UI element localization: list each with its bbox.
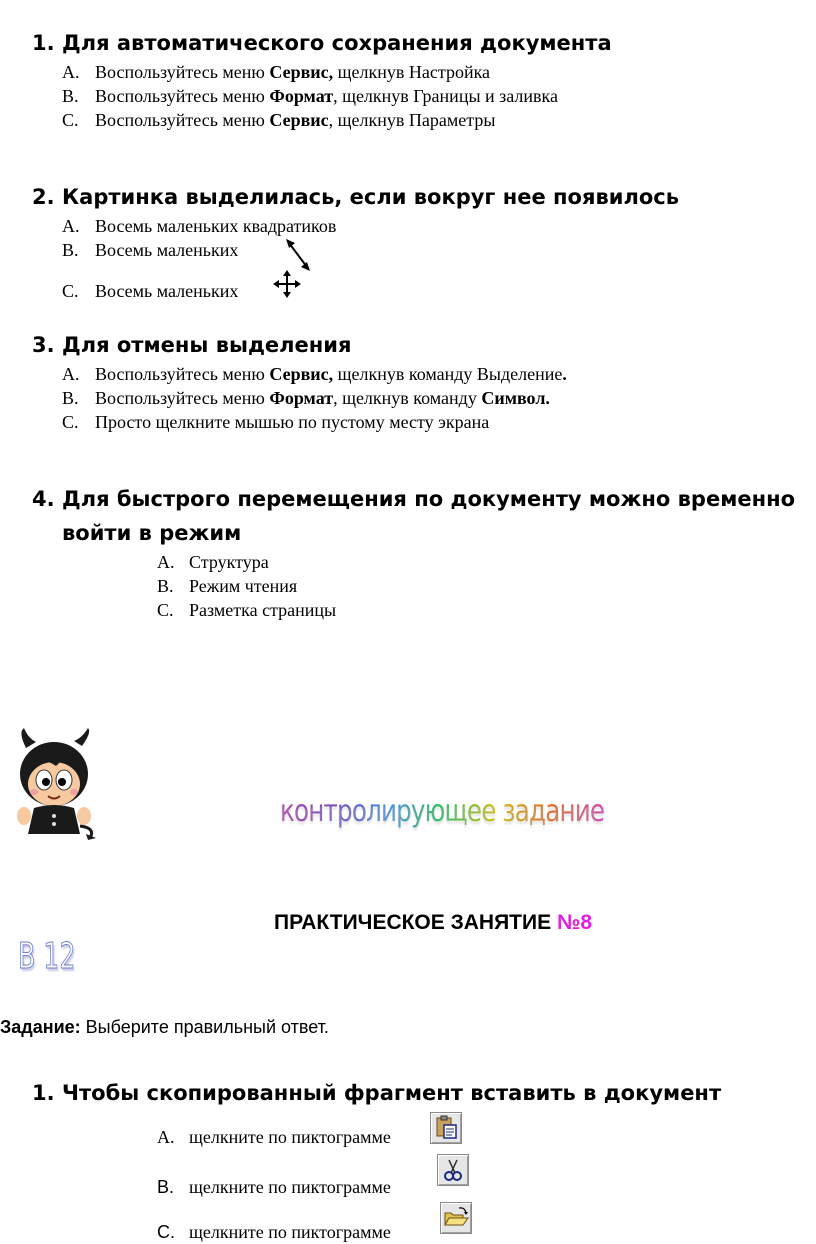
option-text: Режим чтения	[189, 576, 298, 596]
question-4-number: 4.	[32, 487, 55, 511]
question-3-option-b	[62, 388, 550, 409]
task-line	[0, 1017, 329, 1038]
question-3-text: Для отмены выделения	[62, 333, 352, 357]
option-letter: A.	[157, 552, 175, 572]
option-text: щелкнув Настройка	[333, 62, 491, 82]
option-letter: C.	[62, 281, 79, 301]
question-3-option-a	[62, 364, 567, 385]
option-text: Восемь маленьких	[95, 240, 239, 260]
question-1-option-a	[62, 62, 490, 83]
option-letter: B.	[157, 576, 174, 596]
question-3-number: 3.	[32, 333, 55, 357]
option-text: Воспользуйтесь меню	[95, 62, 270, 82]
question-4-option-b	[157, 576, 297, 597]
devil-mascot-icon	[10, 728, 102, 840]
option-letter: B.	[62, 388, 79, 408]
option-text: Воспользуйтесь меню	[95, 364, 270, 384]
practical-number: №8	[556, 911, 593, 934]
option-text: Воспользуйтесь меню	[95, 110, 270, 130]
option-letter: C.	[62, 412, 79, 432]
question-4-text-line1: Для быстрого перемещения по документу можно временно	[62, 487, 796, 511]
option-bold: Сервис	[269, 110, 329, 130]
question-3-option-c	[62, 412, 489, 433]
option-letter: C.	[62, 110, 79, 130]
option-letter: A.	[62, 364, 80, 384]
question-4-option-a	[157, 552, 269, 573]
paste-icon	[430, 1112, 462, 1144]
question-4-option-c	[157, 600, 336, 621]
option-text: , щелкнув Границы и заливка	[333, 86, 559, 106]
question-2-number: 2.	[32, 185, 55, 209]
question-2-option-b	[62, 240, 238, 261]
cut-scissors-icon	[437, 1154, 469, 1186]
question-4-text-line2: войти в режим	[62, 521, 242, 545]
option-bold: Сервис,	[269, 62, 334, 82]
option-letter: C.	[157, 1222, 175, 1242]
practical-option-c	[157, 1222, 391, 1243]
option-letter: A.	[157, 1127, 175, 1147]
question-1-option-c	[62, 110, 495, 131]
option-text: Просто щелкните мышью по пустому месту экрана	[95, 412, 490, 432]
practical-option-a	[157, 1127, 391, 1148]
option-text: Восемь маленьких	[95, 281, 239, 301]
option-letter: B.	[62, 240, 79, 260]
practical-question-1-text: Чтобы скопированный фрагмент вставить в документ	[62, 1081, 722, 1105]
option-text: Структура	[189, 552, 269, 572]
option-text: , щелкнув команду	[333, 388, 482, 408]
option-text: Восемь маленьких квадратиков	[95, 216, 337, 236]
variant-label	[18, 936, 75, 977]
option-bold: Формат	[269, 86, 334, 106]
option-bold: Символ.	[481, 388, 550, 408]
open-folder-icon	[440, 1202, 472, 1234]
option-text: щелкните по пиктограмме	[189, 1127, 391, 1147]
question-1-text: Для автоматического сохранения документа	[62, 31, 612, 55]
variant-text: В 12	[18, 936, 76, 977]
option-bold: Формат	[269, 388, 334, 408]
option-letter: B.	[157, 1177, 175, 1197]
question-1-option-b	[62, 86, 558, 107]
task-text: Выберите правильный ответ.	[80, 1017, 329, 1037]
task-label: Задание:	[0, 1017, 81, 1037]
option-text: Воспользуйтесь меню	[95, 388, 270, 408]
option-text: , щелкнув Параметры	[328, 110, 496, 130]
practical-option-b	[157, 1177, 391, 1198]
option-text: Разметка страницы	[189, 600, 337, 620]
practical-question-1-number: 1.	[32, 1081, 55, 1105]
option-letter: C.	[157, 600, 174, 620]
question-1-number: 1.	[32, 31, 55, 55]
option-letter: B.	[62, 86, 79, 106]
option-text: щелкните по пиктограмме	[189, 1222, 391, 1242]
option-text: щелкните по пиктограмме	[189, 1177, 391, 1197]
wordart-heading	[280, 794, 604, 829]
option-text: щелкнув команду Выделение	[333, 364, 563, 384]
option-bold: .	[562, 364, 567, 384]
practical-title-text: ПРАКТИЧЕСКОЕ ЗАНЯТИЕ	[274, 911, 557, 934]
wordart-text: контролирующее задание	[280, 794, 605, 829]
option-letter: A.	[62, 216, 80, 236]
practical-title	[274, 911, 592, 935]
option-text: Воспользуйтесь меню	[95, 86, 270, 106]
move-cross-arrows-icon	[273, 270, 301, 298]
option-bold: Сервис,	[269, 364, 334, 384]
question-2-option-a	[62, 216, 336, 237]
question-2-option-c	[62, 281, 238, 302]
question-2-text: Картинка выделилась, если вокруг нее появилось	[62, 185, 679, 209]
option-letter: A.	[62, 62, 80, 82]
diagonal-resize-arrow-icon	[284, 238, 312, 272]
